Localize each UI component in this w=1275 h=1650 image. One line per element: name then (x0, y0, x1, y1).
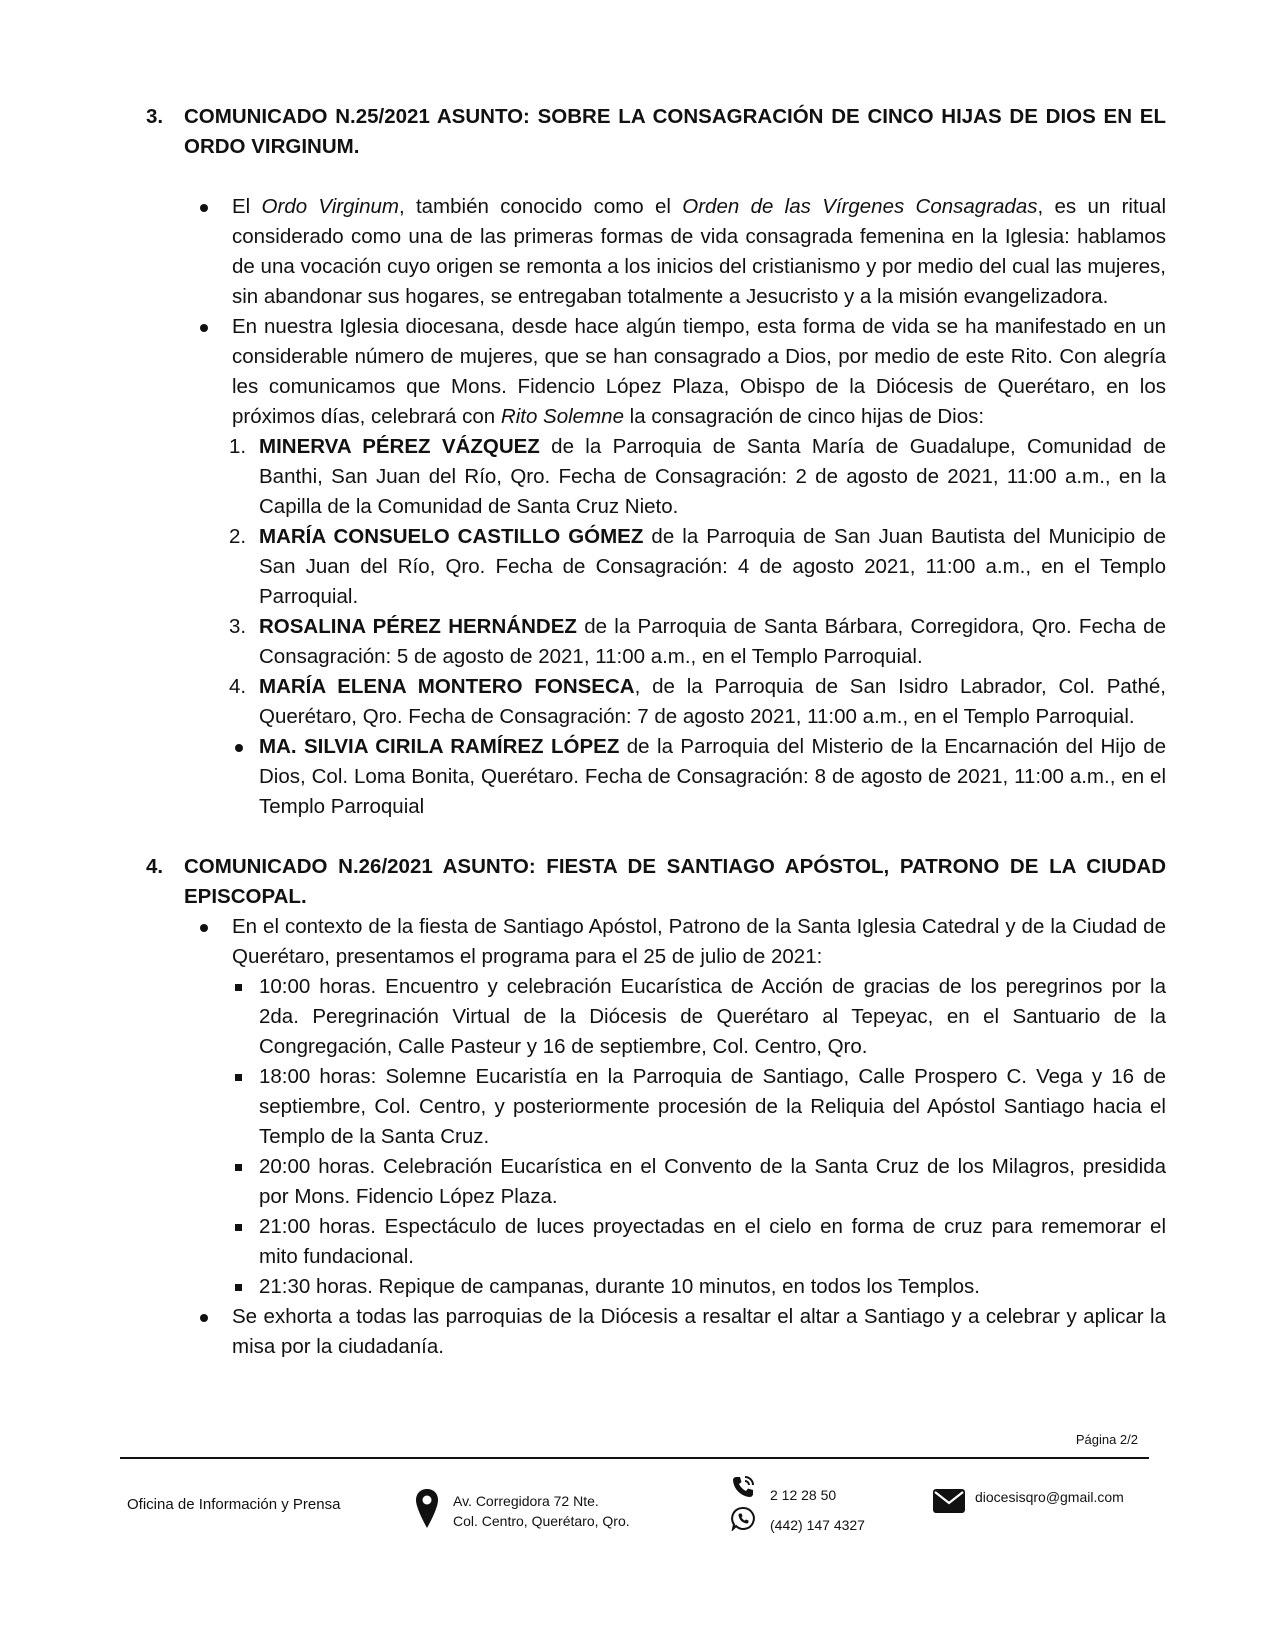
address-line-1: Av. Corregidora 72 Nte. (453, 1493, 599, 1509)
office-name: Oficina de Información y Prensa (127, 1496, 341, 1513)
bullet-icon (235, 744, 243, 752)
person-name: MARÍA CONSUELO CASTILLO GÓMEZ (259, 525, 644, 548)
list-marker: 2. (229, 525, 247, 548)
list-item: 21:00 horas. Espectáculo de luces proyectadas en el cielo en forma de cruz para rememorar el mito fundacional. (259, 1212, 1166, 1272)
footer-divider (120, 1457, 1149, 1459)
list-marker: 1. (229, 435, 247, 458)
list-item: 18:00 horas: Solemne Eucaristía en la Parroquia de Santiago, Calle Prospero C. Vega y 16 de septiembre, Col. Centro, y posteriormente procesión de la Reliquia del Apóstol Santiago hacia el Templo de la Santa Cruz. (259, 1062, 1166, 1152)
list-item: 20:00 horas. Celebración Eucarística en el Convento de la Santa Cruz de los Milagros, presidida por Mons. Fidencio López Plaza. (259, 1152, 1166, 1212)
person-name: MA. SILVIA CIRILA RAMÍREZ LÓPEZ (259, 735, 620, 758)
bullet-icon (200, 1314, 208, 1322)
section-3-bullets (146, 192, 1166, 822)
page-number: Página 2/2 (1075, 1432, 1138, 1447)
whatsapp-number: (442) 147 4327 (770, 1517, 865, 1533)
section-3 (146, 102, 1166, 162)
consecration-list (229, 432, 1167, 822)
section-heading: COMUNICADO N.25/2021 ASUNTO: SOBRE LA CONSAGRACIÓN DE CINCO HIJAS DE DIOS EN EL ORDO VIRGINUM. (184, 105, 1166, 158)
envelope-icon (933, 1489, 965, 1513)
bullet-icon (200, 204, 208, 212)
bullet-icon (200, 324, 208, 332)
person-name: ROSALINA PÉREZ HERNÁNDEZ (259, 615, 577, 638)
list-item: El Ordo Virginum, también conocido como el Orden de las Vírgenes Consagradas, es un ritual considerado como una de las primeras formas de vida consagrada femenina en la Iglesia: hablamos de una vocación cuyo origen se remonta a los inicios del cristianismo y por medio del cual las mujeres, sin abandonar sus hogares, se entregaban totalmente a Jesucristo y a la misión evangelizadora. (232, 192, 1166, 312)
bullet-icon (200, 924, 208, 932)
person-name: MINERVA PÉREZ VÁZQUEZ (259, 435, 540, 458)
phone-icon (731, 1475, 755, 1499)
list-marker: 4. (229, 675, 247, 698)
square-bullet-icon (235, 984, 242, 991)
list-item: En nuestra Iglesia diocesana, desde hace algún tiempo, esta forma de vida se ha manifestado en un considerable número de mujeres, que se han consagrado a Dios, por medio de este Rito. Con alegría les comunicamos que Mons. Fidencio López Plaza, Obispo de la Diócesis de Querétaro, en los próximos días, celebrará con Rito Solemne la consagración de cinco hijas de Dios: 1. MINERVA PÉREZ VÁZQUEZ de la Parroquia de Santa María de Guadalupe, Comunidad de Banthi, San Juan del Río, Qro. Fecha de Consagración: 2 de agosto de 2021, 11:00 a.m., en la Capilla de la Comunidad de Santa Cruz Nieto. 2. MARÍA CONSUELO CASTILLO GÓMEZ de la Parroquia de San Juan Bautista del Municipio de San Juan del Río, Qro. Fecha de Consagración: 4 de agosto 2021, 11:00 a.m., en el Templo Parroquial. 3. ROSALINA PÉREZ HERNÁNDEZ de la Parroquia de Santa Bárbara, Corregidora, Qro. Fecha de Consagración: 5 de agosto de 2021, 11:00 a.m., en el Templo Parroquial. 4. MARÍA ELENA MONTERO FONSECA, de la Parroquia de San Isidro Labrador, Col. Pathé, Querétaro, Qro. Fecha de Consagración: 7 de agosto 2021, 11:00 a.m., en el Templo Parroquial. MA. SILVIA CIRILA RAMÍREZ LÓPEZ de la Parroquia del Misterio de la Encarnación del Hijo de Dios, Col. Loma Bonita, Querétaro. Fecha de Consagración: 8 de agosto de 2021, 11:00 a.m., en el Templo Parroquial (232, 312, 1166, 822)
square-bullet-icon (235, 1224, 242, 1231)
list-item: MA. SILVIA CIRILA RAMÍREZ LÓPEZ de la Parroquia del Misterio de la Encarnación del Hijo de Dios, Col. Loma Bonita, Querétaro. Fecha de Consagración: 8 de agosto de 2021, 11:00 a.m., en el Templo Parroquial (259, 732, 1166, 822)
phones (770, 1480, 865, 1540)
person-name: MARÍA ELENA MONTERO FONSECA (259, 675, 635, 698)
list-item: Se exhorta a todas las parroquias de la Diócesis a resaltar el altar a Santiago y a celebrar y aplicar la misa por la ciudadanía. (232, 1302, 1166, 1362)
list-item: En el contexto de la fiesta de Santiago Apóstol, Patrono de la Santa Iglesia Catedral y de la Ciudad de Querétaro, presentamos el programa para el 25 de julio de 2021: 10:00 horas. Encuentro y celebración Eucarística de Acción de gracias de los peregrinos por la 2da. Peregrinación Virtual de la Diócesis de Querétaro al Tepeyac, en el Santuario de la Congregación, Calle Pasteur y 16 de septiembre, Col. Centro, Qro. 18:00 horas: Solemne Eucaristía en la Parroquia de Santiago, Calle Prospero C. Vega y 16 de septiembre, Col. Centro, y posteriormente procesión de la Reliquia del Apóstol Santiago hacia el Templo de la Santa Cruz. 20:00 horas. Celebración Eucarística en el Convento de la Santa Cruz de los Milagros, presidida por Mons. Fidencio López Plaza. 21:00 horas. Espectáculo de luces proyectadas en el cielo en forma de cruz para rememorar el mito fundacional. 21:30 horas. Repique de campanas, durante 10 minutos, en todos los Templos. (232, 912, 1166, 1302)
document-body (146, 102, 1166, 1362)
list-item: 4. MARÍA ELENA MONTERO FONSECA, de la Parroquia de San Isidro Labrador, Col. Pathé, Querétaro, Qro. Fecha de Consagración: 7 de agosto 2021, 11:00 a.m., en el Templo Parroquial. (259, 672, 1166, 732)
list-item: 1. MINERVA PÉREZ VÁZQUEZ de la Parroquia de Santa María de Guadalupe, Comunidad de Banthi, San Juan del Río, Qro. Fecha de Consagración: 2 de agosto de 2021, 11:00 a.m., en la Capilla de la Comunidad de Santa Cruz Nieto. (259, 432, 1166, 522)
phone-number: 2 12 28 50 (770, 1487, 837, 1503)
address (453, 1491, 630, 1531)
list-item: 3. ROSALINA PÉREZ HERNÁNDEZ de la Parroquia de Santa Bárbara, Corregidora, Qro. Fecha de Consagración: 5 de agosto de 2021, 11:00 a.m., en el Templo Parroquial. (259, 612, 1166, 672)
square-bullet-icon (235, 1074, 242, 1081)
section-number: 3. (146, 105, 164, 128)
location-pin-icon (415, 1488, 439, 1530)
email: diocesisqro@gmail.com (975, 1489, 1124, 1505)
section-4-bullets (146, 912, 1166, 1362)
list-item: 21:30 horas. Repique de campanas, durante 10 minutos, en todos los Templos. (259, 1272, 1166, 1302)
square-bullet-icon (235, 1164, 242, 1171)
program-list (232, 972, 1166, 1302)
whatsapp-icon (731, 1506, 756, 1531)
address-line-2: Col. Centro, Querétaro, Qro. (453, 1513, 630, 1529)
list-item: 10:00 horas. Encuentro y celebración Eucarística de Acción de gracias de los peregrinos por la 2da. Peregrinación Virtual de la Diócesis de Querétaro al Tepeyac, en el Santuario de la Congregación, Calle Pasteur y 16 de septiembre, Col. Centro, Qro. (259, 972, 1166, 1062)
list-marker: 3. (229, 615, 247, 638)
list-item: 2. MARÍA CONSUELO CASTILLO GÓMEZ de la Parroquia de San Juan Bautista del Municipio de San Juan del Río, Qro. Fecha de Consagración: 4 de agosto 2021, 11:00 a.m., en el Templo Parroquial. (259, 522, 1166, 612)
square-bullet-icon (235, 1284, 242, 1291)
section-heading: COMUNICADO N.26/2021 ASUNTO: FIESTA DE SANTIAGO APÓSTOL, PATRONO DE LA CIUDAD EPISCOPAL. (184, 855, 1166, 908)
section-4 (146, 852, 1166, 912)
section-number: 4. (146, 855, 164, 878)
